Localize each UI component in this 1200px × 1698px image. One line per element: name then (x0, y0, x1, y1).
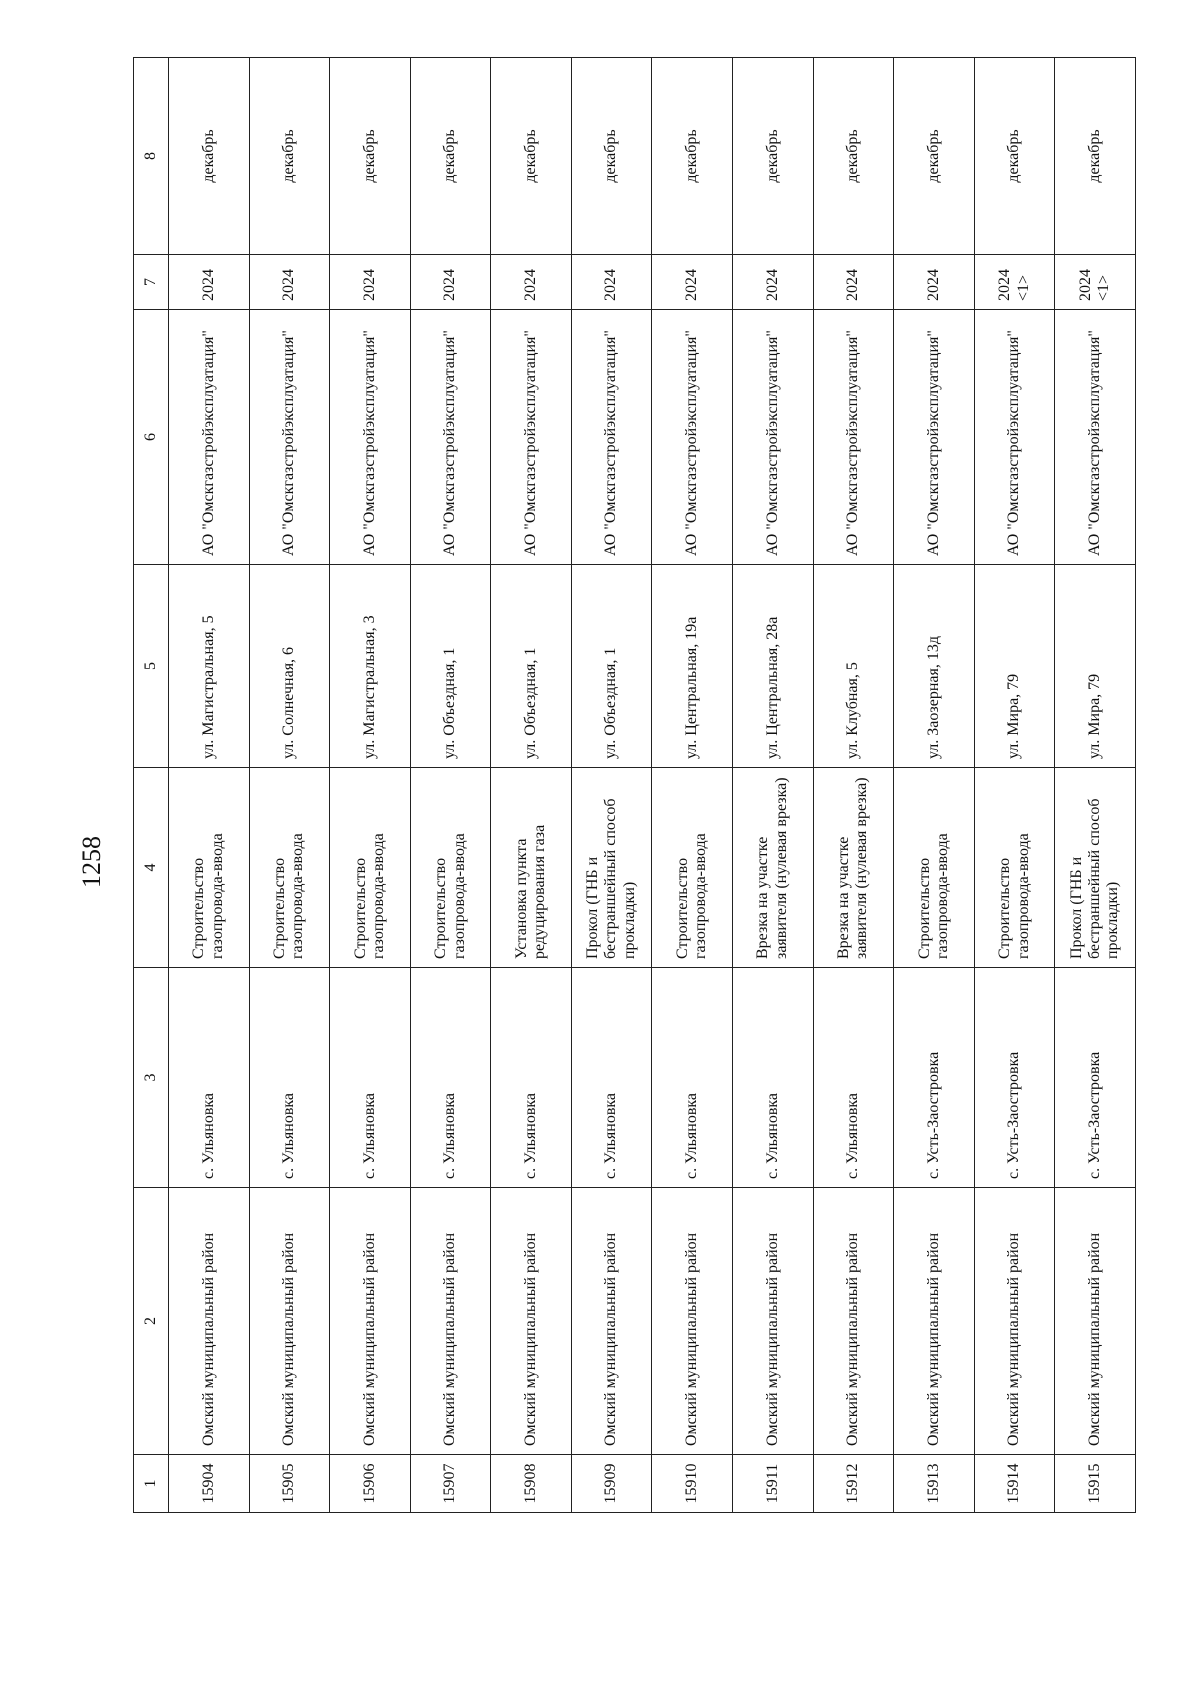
cell-col-month: декабрь (249, 58, 330, 255)
table-row (410, 58, 491, 1513)
gas-works-table (133, 57, 1136, 1513)
header-col-year: 7 (134, 255, 169, 310)
header-col-district: 2 (134, 1188, 169, 1455)
cell-col-address: ул. Заозерная, 13д (894, 565, 975, 768)
cell-col-number: 15904 (169, 1455, 250, 1513)
cell-col-year: 2024 (813, 255, 894, 310)
table-row (330, 58, 411, 1513)
cell-col-month: декабрь (1055, 58, 1136, 255)
cell-col-month: декабрь (169, 58, 250, 255)
cell-col-district: Омский муниципальный район (169, 1188, 250, 1455)
cell-col-contractor: АО "Омскгазстройэксплуатация" (1055, 310, 1136, 565)
cell-col-number: 15909 (571, 1455, 652, 1513)
cell-col-address: ул. Мира, 79 (974, 565, 1055, 768)
cell-col-number: 15915 (1055, 1455, 1136, 1513)
cell-col-address: ул. Солнечная, 6 (249, 565, 330, 768)
cell-col-contractor: АО "Омскгазстройэксплуатация" (249, 310, 330, 565)
cell-col-number: 15913 (894, 1455, 975, 1513)
cell-col-contractor: АО "Омскгазстройэксплуатация" (894, 310, 975, 565)
rotated-table-wrapper (133, 58, 1136, 1513)
cell-col-contractor: АО "Омскгазстройэксплуатация" (169, 310, 250, 565)
cell-col-work-type: Строительство газопровода-ввода (652, 768, 733, 968)
page-number: 1258 (77, 836, 106, 888)
cell-col-year: 2024 (249, 255, 330, 310)
table-row (491, 58, 572, 1513)
cell-col-number: 15908 (491, 1455, 572, 1513)
cell-col-number: 15906 (330, 1455, 411, 1513)
cell-col-address: ул. Магистральная, 3 (330, 565, 411, 768)
cell-col-work-type: Строительство газопровода-ввода (894, 768, 975, 968)
header-col-contractor: 6 (134, 310, 169, 565)
cell-col-work-type: Строительство газопровода-ввода (169, 768, 250, 968)
table-row (652, 58, 733, 1513)
cell-col-contractor: АО "Омскгазстройэксплуатация" (733, 310, 814, 565)
cell-col-month: декабрь (652, 58, 733, 255)
cell-col-district: Омский муниципальный район (974, 1188, 1055, 1455)
cell-col-settlement: с. Ульяновка (330, 968, 411, 1188)
cell-col-address: ул. Объездная, 1 (410, 565, 491, 768)
cell-col-year: 2024 (410, 255, 491, 310)
header-col-month: 8 (134, 58, 169, 255)
cell-col-address: ул. Магистральная, 5 (169, 565, 250, 768)
cell-col-month: декабрь (491, 58, 572, 255)
cell-col-year: 2024 <1> (974, 255, 1055, 310)
cell-col-district: Омский муниципальный район (491, 1188, 572, 1455)
cell-col-number: 15907 (410, 1455, 491, 1513)
cell-col-settlement: с. Усть-Заостровка (894, 968, 975, 1188)
table-row (813, 58, 894, 1513)
cell-col-work-type: Врезка на участке заявителя (нулевая врезка) (733, 768, 814, 968)
cell-col-settlement: с. Ульяновка (652, 968, 733, 1188)
cell-col-year: 2024 <1> (1055, 255, 1136, 310)
cell-col-contractor: АО "Омскгазстройэксплуатация" (410, 310, 491, 565)
cell-col-district: Омский муниципальный район (330, 1188, 411, 1455)
cell-col-month: декабрь (571, 58, 652, 255)
cell-col-work-type: Строительство газопровода-ввода (249, 768, 330, 968)
cell-col-settlement: с. Ульяновка (491, 968, 572, 1188)
cell-col-district: Омский муниципальный район (894, 1188, 975, 1455)
cell-col-contractor: АО "Омскгазстройэксплуатация" (652, 310, 733, 565)
cell-col-district: Омский муниципальный район (813, 1188, 894, 1455)
cell-col-district: Омский муниципальный район (249, 1188, 330, 1455)
header-col-work-type: 4 (134, 768, 169, 968)
cell-col-address: ул. Центральная, 28а (733, 565, 814, 768)
header-col-number: 1 (134, 1455, 169, 1513)
cell-col-settlement: с. Ульяновка (249, 968, 330, 1188)
cell-col-contractor: АО "Омскгазстройэксплуатация" (491, 310, 572, 565)
header-col-address: 5 (134, 565, 169, 768)
cell-col-settlement: с. Ульяновка (571, 968, 652, 1188)
cell-col-year: 2024 (894, 255, 975, 310)
cell-col-month: декабрь (410, 58, 491, 255)
cell-col-year: 2024 (491, 255, 572, 310)
table-body (169, 58, 1136, 1513)
cell-col-number: 15914 (974, 1455, 1055, 1513)
cell-col-district: Омский муниципальный район (1055, 1188, 1136, 1455)
table-row (1055, 58, 1136, 1513)
cell-col-settlement: с. Усть-Заостровка (974, 968, 1055, 1188)
header-row (134, 58, 169, 1513)
cell-col-month: декабрь (894, 58, 975, 255)
table-row (169, 58, 250, 1513)
cell-col-district: Омский муниципальный район (571, 1188, 652, 1455)
cell-col-work-type: Строительство газопровода-ввода (410, 768, 491, 968)
cell-col-year: 2024 (169, 255, 250, 310)
cell-col-address: ул. Центральная, 19а (652, 565, 733, 768)
cell-col-month: декабрь (974, 58, 1055, 255)
table-row (894, 58, 975, 1513)
cell-col-address: ул. Объездная, 1 (571, 565, 652, 768)
cell-col-settlement: с. Ульяновка (813, 968, 894, 1188)
cell-col-year: 2024 (571, 255, 652, 310)
cell-col-work-type: Строительство газопровода-ввода (330, 768, 411, 968)
cell-col-settlement: с. Ульяновка (410, 968, 491, 1188)
cell-col-address: ул. Объездная, 1 (491, 565, 572, 768)
table-row (249, 58, 330, 1513)
cell-col-address: ул. Клубная, 5 (813, 565, 894, 768)
cell-col-year: 2024 (652, 255, 733, 310)
cell-col-year: 2024 (330, 255, 411, 310)
cell-col-address: ул. Мира, 79 (1055, 565, 1136, 768)
cell-col-number: 15905 (249, 1455, 330, 1513)
cell-col-month: декабрь (330, 58, 411, 255)
cell-col-contractor: АО "Омскгазстройэксплуатация" (974, 310, 1055, 565)
cell-col-month: декабрь (733, 58, 814, 255)
cell-col-work-type: Врезка на участке заявителя (нулевая врезка) (813, 768, 894, 968)
cell-col-district: Омский муниципальный район (652, 1188, 733, 1455)
cell-col-work-type: Строительство газопровода-ввода (974, 768, 1055, 968)
cell-col-work-type: Прокол (ГНБ и бестраншейный способ прокладки) (1055, 768, 1136, 968)
cell-col-contractor: АО "Омскгазстройэксплуатация" (330, 310, 411, 565)
cell-col-number: 15910 (652, 1455, 733, 1513)
cell-col-settlement: с. Усть-Заостровка (1055, 968, 1136, 1188)
cell-col-settlement: с. Ульяновка (169, 968, 250, 1188)
cell-col-settlement: с. Ульяновка (733, 968, 814, 1188)
cell-col-number: 15911 (733, 1455, 814, 1513)
cell-col-number: 15912 (813, 1455, 894, 1513)
cell-col-work-type: Прокол (ГНБ и бестраншейный способ прокладки) (571, 768, 652, 968)
cell-col-district: Омский муниципальный район (410, 1188, 491, 1455)
cell-col-contractor: АО "Омскгазстройэксплуатация" (813, 310, 894, 565)
header-col-settlement: 3 (134, 968, 169, 1188)
cell-col-year: 2024 (733, 255, 814, 310)
cell-col-month: декабрь (813, 58, 894, 255)
table-row (974, 58, 1055, 1513)
table-row (733, 58, 814, 1513)
cell-col-work-type: Установка пункта редуцирования газа (491, 768, 572, 968)
cell-col-district: Омский муниципальный район (733, 1188, 814, 1455)
table-row (571, 58, 652, 1513)
cell-col-contractor: АО "Омскгазстройэксплуатация" (571, 310, 652, 565)
